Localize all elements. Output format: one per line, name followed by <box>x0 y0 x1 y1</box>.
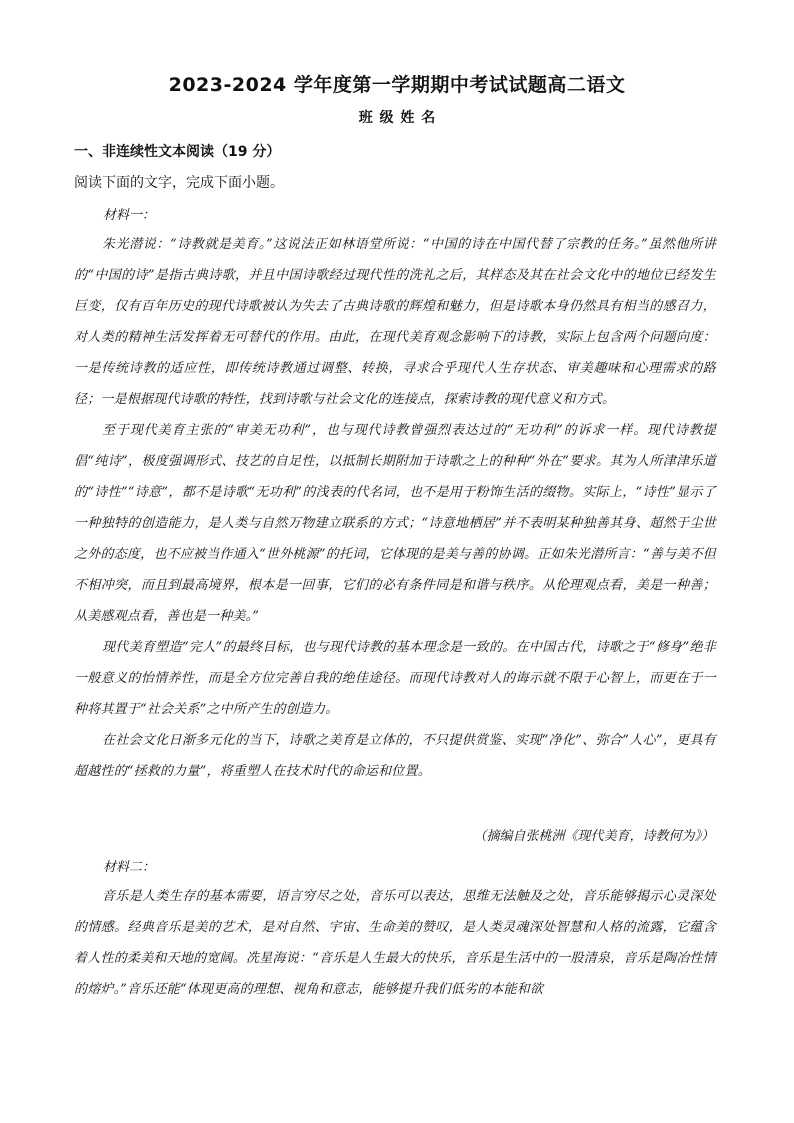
material-1-label: 材料一： <box>103 208 156 223</box>
material-1-paragraph: 至于现代美育主张的“审美无功利”，也与现代诗教曾强烈表达过的“无功利”的诉求一样。现代诗教提倡“纯诗”，极度强调形式、技艺的自足性，以抵制长期附加于诗歌之上的种种“外在”要求。其为人所津津乐道的“诗性”“诗意”，都不是诗歌“无功利”的浅表的代名词，也不是用于粉饰生活的缀物。实际上，“诗性”显示了一种独特的创造能力，是人类与自然万物建立联系的方式；“诗意地栖居”并不表明某种独善其身、超然于尘世之外的态度，也不应被当作通入“世外桃源”的托词，它体现的是美与善的协调。正如朱光潜所言：“善与美不但不相冲突，而且到最高境界，根本是一回事，它们的必有条件同是和谐与秩序。从伦理观点看，美是一种善；从美感观点看，善也是一种美。” <box>74 423 716 624</box>
material-1-body <box>74 229 716 787</box>
material-1-paragraph: 现代美育塑造“完人”的最终目标，也与现代诗教的基本理念是一致的。在中国古代，诗歌之于“修身”绝非一般意义的怡情养性，而是全方位完善自我的绝佳途径。而现代诗教对人的诲示就不限于心智上，而更在于一种将其置于“社会关系”之中所产生的创造力。 <box>74 640 716 717</box>
material-1-source: （摘编自张桃洲《现代美育，诗教何为》） <box>473 829 714 844</box>
class-name-line: 班 级 姓 名 <box>358 110 436 126</box>
material-1-paragraph: 朱光潜说：“诗教就是美育。”这说法正如林语堂所说：“中国的诗在中国代替了宗教的任务。”虽然他所讲的“中国的诗”是指古典诗歌，并且中国诗歌经过现代性的洗礼之后，其样态及其在社会文化中的地位已经发生巨变，仅有百年历史的现代诗歌被认为失去了古典诗歌的辉煌和魅力，但是诗歌本身仍然具有相当的感召力，对人类的精神生活发挥着无可替代的作用。由此，在现代美育观念影响下的诗教，实际上包含两个问题向度：一是传统诗教的适应性，即传统诗教通过调整、转换，寻求合乎现代人生存状态、审美趣味和心理需求的路径；一是根据现代诗歌的特性，找到诗歌与社会文化的连接点，探索诗教的现代意义和方式。 <box>74 237 716 407</box>
material-2-paragraph: 音乐是人类生存的基本需要，语言穷尽之处，音乐可以表达，思维无法触及之处，音乐能够揭示心灵深处的情感。经典音乐是美的艺术，是对自然、宇宙、生命美的赞叹，是人类灵魂深处智慧和人格的流露，它蕴含着人性的柔美和天地的宽阔。冼星海说：“音乐是人生最大的快乐，音乐是生活中的一股清泉，音乐是陶冶性情的熔炉。”音乐还能“体现更高的理想、视角和意志，能够提升我们低劣的本能和欲 <box>74 889 716 997</box>
material-2-label: 材料二： <box>103 860 156 875</box>
exam-title: 2023-2024 学年度第一学期期中考试试题高二语文 <box>168 74 626 96</box>
reading-instruction: 阅读下面的文字，完成下面小题。 <box>74 175 284 191</box>
section-heading: 一、非连续性文本阅读（19 分） <box>74 144 281 160</box>
material-1-paragraph: 在社会文化日渐多元化的当下，诗歌之美育是立体的，不只提供赏鉴、实现“净化”、弥合“人心”，更具有超越性的“拯救的力量”，将重塑人在技术时代的命运和位置。 <box>74 733 716 779</box>
material-2-body <box>74 881 716 1005</box>
